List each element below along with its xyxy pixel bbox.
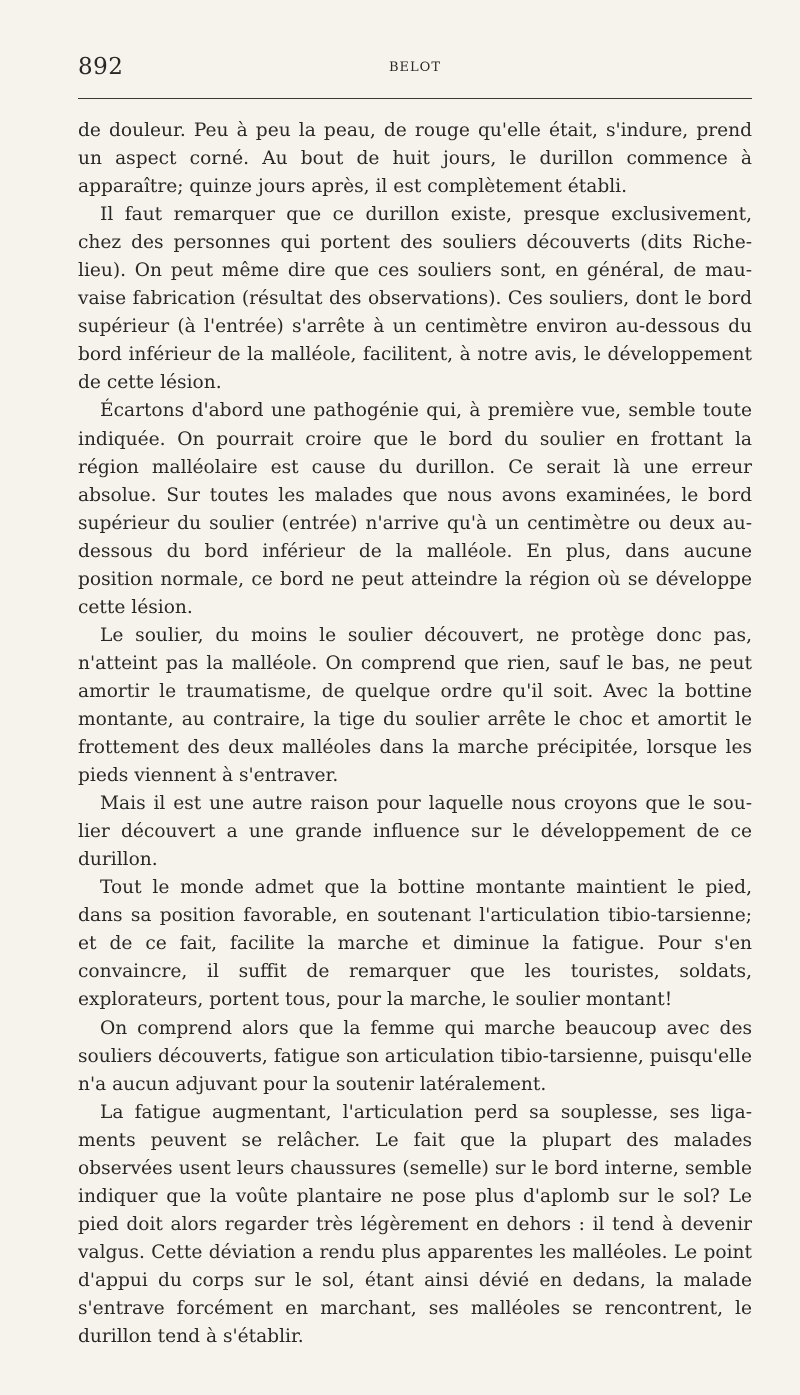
page-header — [78, 54, 752, 90]
running-head: BELOT — [388, 60, 441, 75]
paragraph: Mais il est une autre raison pour laquelle nous croyons que le soulier découvert a une grande influence sur le développement de ce durillon. — [78, 793, 752, 871]
page-number: 892 — [78, 54, 124, 80]
paragraph: On comprend alors que la femme qui marche beaucoup avec des souliers découverts, fatigue son articulation tibio-tarsienne, puisqu'elle n'a aucun adjuvant pour la soutenir latéralement. — [78, 1017, 752, 1095]
paragraph: Il faut remarquer que ce durillon existe, presque exclusivement, chez des personnes qui portent des souliers découverts (dits Richelieu). On peut même dire que ces souliers sont, en général, de mauvaise fabrication (résultat des observations). Ces souliers, dont le bord supérieur (à l'entrée) s'arrête à un centimètre environ au-dessous du bord inférieur de la malléole, facilitent, à notre avis, le développement de cette lésion. — [78, 204, 752, 394]
paragraph: Tout le monde admet que la bottine montante maintient le pied, dans sa position favorable, en soutenant l'articulation tibio-tarsienne; et de ce fait, facilite la marche et diminue la fatigue. Pour s'en convaincre, il suffit de remarquer que les touristes, soldats, explorateurs, portent tous, pour la marche, le soulier montant! — [78, 877, 752, 1011]
paragraph: Écartons d'abord une pathogénie qui, à première vue, semble toute indiquée. On pourrait croire que le bord du soulier en frottant la région malléolaire est cause du durillon. Ce serait là une erreur absolue. Sur toutes les malades que nous avons examinées, le bord supérieur du soulier (entrée) n'arrive qu'à un centimètre ou deux au-dessous du bord inférieur de la malléole. En plus, dans aucune position normale, ce bord ne peut atteindre la région où se développe cette lésion. — [78, 400, 752, 618]
paragraph: Le soulier, du moins le soulier découvert, ne protège donc pas, n'atteint pas la malléole. On comprend que rien, sauf le bas, ne peut amortir le traumatisme, de quelque ordre qu'il soit. Avec la bottine montante, au contraire, la tige du soulier arrête le choc et amortit le frottement des deux malléoles dans la marche précipitée, lorsque les pieds viennent à s'entraver. — [78, 624, 752, 787]
header-rule — [78, 98, 752, 99]
paragraph: La fatigue augmentant, l'articulation perd sa souplesse, ses ligaments peuvent se relâcher. Le fait que la plupart des malades observées usent leurs chaussures (semelle) sur le bord interne, semble indiquer que la voûte plantaire ne pose plus d'aplomb sur le sol? Le pied doit alors regarder très légèrement en dehors : il tend à devenir valgus. Cette déviation a rendu plus apparentes les malléoles. Le point d'appui du corps sur le sol, étant ainsi dévié en dedans, la malade s'entrave forcément en marchant, ses malléoles se rencontrent, le durillon tend à s'établir. — [78, 1101, 752, 1348]
body-text — [78, 117, 752, 1351]
paragraph: de douleur. Peu à peu la peau, de rouge qu'elle était, s'indure, prend un aspect corné. Au bout de huit jours, le durillon commence à apparaître; quinze jours après, il est complètement établi. — [78, 120, 752, 198]
